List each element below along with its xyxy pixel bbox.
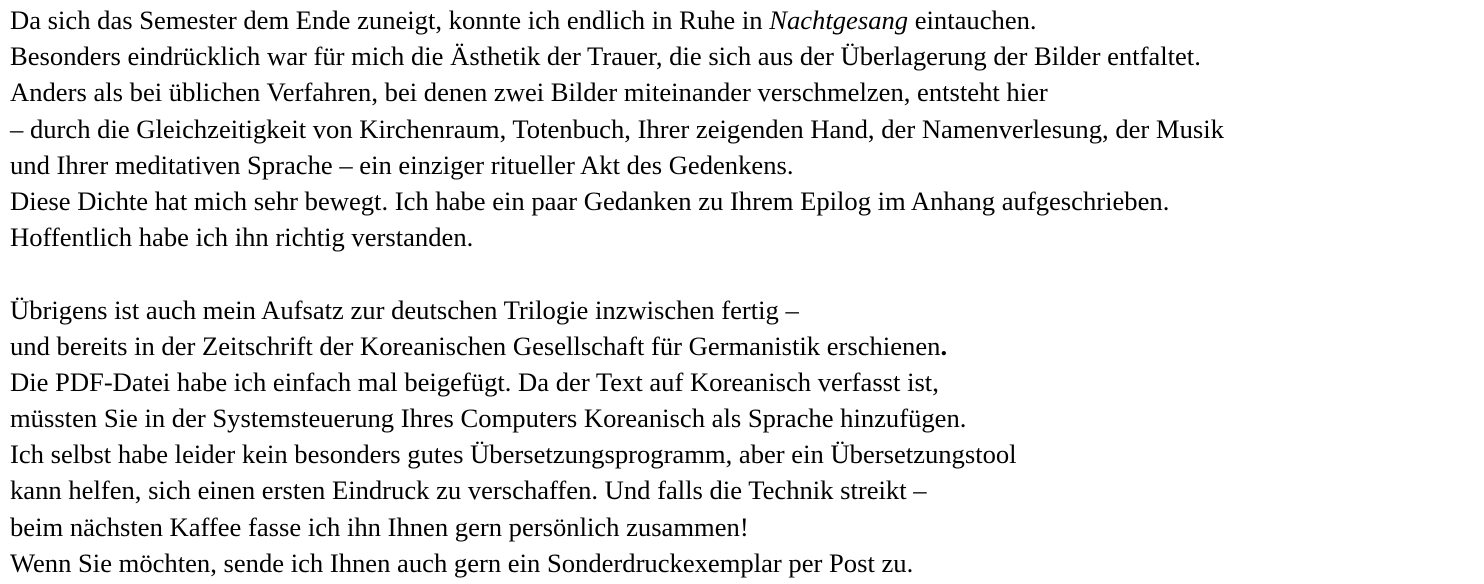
text-line: Diese Dichte hat mich sehr bewegt. Ich habe ein paar Gedanken zu Ihrem Epilog im Anhang aufgeschrieben. — [10, 185, 1170, 216]
bold-period: . — [940, 330, 948, 361]
text-line: kann helfen, sich einen ersten Eindruck zu verschaffen. Und falls die Technik streikt – — [10, 475, 927, 506]
message-body — [10, 2, 1480, 581]
text-line: Wenn Sie möchten, sende ich Ihnen auch gern ein Sonderdruckexemplar per Post zu. — [10, 547, 914, 578]
text-line — [10, 328, 1480, 364]
book-title: Nachtgesang — [769, 5, 909, 35]
text-line: müssten Sie in der Systemsteuerung Ihres Computers Koreanisch als Sprache hinzufügen. — [10, 403, 967, 434]
text-line: Anders als bei üblichen Verfahren, bei denen zwei Bilder miteinander verschmelzen, entsteht hier — [10, 77, 1048, 108]
text-segment: und bereits in der Zeitschrift der Koreanischen Gesellschaft für Germanistik erschienen — [10, 330, 941, 361]
text-segment: Da sich das Semester dem Ende zuneigt, konnte ich endlich in Ruhe in — [10, 5, 770, 35]
text-line: Die PDF-Datei habe ich einfach mal beigefügt. Da der Text auf Koreanisch verfasst ist, — [10, 366, 939, 397]
paragraph-article — [10, 292, 1480, 582]
text-line: und Ihrer meditativen Sprache – ein einziger ritueller Akt des Gedenkens. — [10, 149, 794, 180]
text-line — [10, 2, 1480, 38]
text-segment: eintauchen. — [908, 5, 1037, 35]
text-line: beim nächsten Kaffee fasse ich ihn Ihnen gern persönlich zusammen! — [10, 511, 749, 542]
text-line: – durch die Gleichzeitigkeit von Kirchenraum, Totenbuch, Ihrer zeigenden Hand, der Namenverlesung, der Musik — [10, 113, 1224, 144]
text-line: Hoffentlich habe ich ihn richtig verstanden. — [10, 222, 474, 253]
text-line: Übrigens ist auch mein Aufsatz zur deutschen Trilogie inzwischen fertig – — [10, 294, 799, 325]
text-line: Ich selbst habe leider kein besonders gutes Übersetzungsprogramm, aber ein Übersetzungstool — [10, 439, 1017, 470]
text-line: Besonders eindrücklich war für mich die Ästhetik der Trauer, die sich aus der Überlagerung der Bilder entfaltet. — [10, 41, 1201, 72]
paragraph-nachtgesang — [10, 2, 1480, 255]
paragraph-spacer — [10, 255, 1480, 291]
